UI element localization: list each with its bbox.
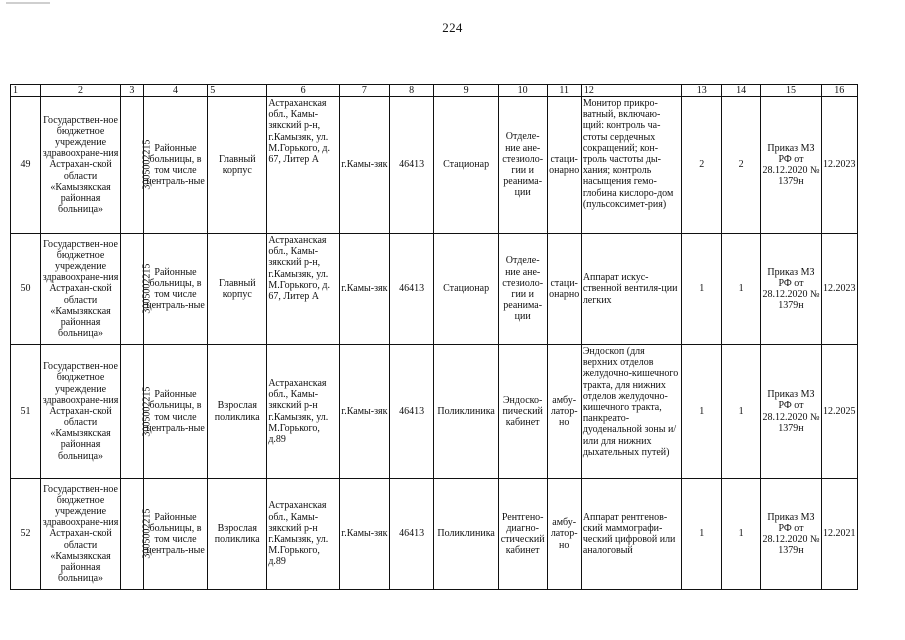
column-number-header: 14	[721, 85, 760, 97]
column-number-header: 1	[11, 85, 41, 97]
target-date: 12.2025	[821, 345, 857, 479]
regulation-order: Приказ МЗ РФ от 28.12.2020 № 1379н	[761, 234, 821, 345]
care-mode: амбу-латор-но	[547, 345, 581, 479]
department: Эндоско-пический кабинет	[498, 345, 547, 479]
quantity-14: 1	[721, 345, 760, 479]
organization-name: Государствен-ное бюджетное учреждение здравоохране-ния Астрахан-ской области «Камызякская районная больница»	[41, 345, 121, 479]
organization-code-text: 3005002215	[141, 509, 153, 559]
quantity-13: 2	[682, 97, 721, 234]
organization-name: Государствен-ное бюджетное учреждение здравоохране-ния Астрахан-ской области «Камызякская районная больница»	[41, 479, 121, 590]
column-number-header: 7	[340, 85, 390, 97]
facility-type: Районные больницы, в том числе централь-ные	[143, 97, 207, 234]
row-number: 50	[11, 234, 41, 345]
facility-type: Районные больницы, в том числе централь-ные	[143, 234, 207, 345]
quantity-14: 2	[721, 97, 760, 234]
table-row	[11, 479, 858, 590]
regulation-order: Приказ МЗ РФ от 28.12.2020 № 1379н	[761, 97, 821, 234]
unit: Поликлиника	[434, 479, 498, 590]
column-number-header: 12	[581, 85, 682, 97]
column-number-header: 8	[389, 85, 434, 97]
column-number-header: 16	[821, 85, 857, 97]
care-mode: амбу-латор-но	[547, 479, 581, 590]
unit: Стационар	[434, 97, 498, 234]
quantity-13: 1	[682, 479, 721, 590]
department: Рентгено-диагно-стический кабинет	[498, 479, 547, 590]
target-date: 12.2023	[821, 97, 857, 234]
locality: г.Камы-зяк	[340, 479, 390, 590]
row-number: 51	[11, 345, 41, 479]
equipment-description: Аппарат рентгенов-ский маммографи-ческий цифровой или аналоговый	[581, 479, 682, 590]
column-number-header: 9	[434, 85, 498, 97]
column-number-header: 2	[41, 85, 121, 97]
building: Взрослая поликлика	[208, 479, 267, 590]
address: Астраханская обл., Камы-зякский р-н г.Камызяк, ул. М.Горького, д.89	[267, 479, 340, 590]
equipment-description: Монитор прикро-ватный, включаю-щий: контроль ча-стоты сердечных сокращений; кон-троль частоты ды-хания; контроль насыщения гемо-глобина кислоро-дом (пульсоксимет-рия)	[581, 97, 682, 234]
page-number: 224	[442, 20, 463, 35]
equipment-registry-table	[10, 84, 858, 590]
column-number-header: 5	[208, 85, 267, 97]
oktmo-code: 46413	[389, 234, 434, 345]
locality: г.Камы-зяк	[340, 234, 390, 345]
scan-artifact-line	[6, 2, 50, 4]
locality: г.Камы-зяк	[340, 345, 390, 479]
row-number: 52	[11, 479, 41, 590]
facility-type: Районные больницы, в том числе централь-ные	[143, 345, 207, 479]
regulation-order: Приказ МЗ РФ от 28.12.2020 № 1379н	[761, 345, 821, 479]
organization-name: Государствен-ное бюджетное учреждение здравоохране-ния Астрахан-ской области «Камызякская районная больница»	[41, 234, 121, 345]
row-number: 49	[11, 97, 41, 234]
department: Отделе-ние ане-стезиоло-гии и реанима-ции	[498, 97, 547, 234]
quantity-13: 1	[682, 345, 721, 479]
facility-type: Районные больницы, в том числе централь-ные	[143, 479, 207, 590]
organization-code-text: 3005002215	[141, 264, 153, 314]
column-number-header: 10	[498, 85, 547, 97]
quantity-14: 1	[721, 234, 760, 345]
column-number-header: 3	[121, 85, 144, 97]
building: Взрослая поликлика	[208, 345, 267, 479]
organization-name: Государствен-ное бюджетное учреждение здравоохране-ния Астрахан-ской области «Камызякская районная больница»	[41, 97, 121, 234]
unit: Стационар	[434, 234, 498, 345]
column-number-header: 6	[267, 85, 340, 97]
quantity-13: 1	[682, 234, 721, 345]
care-mode: стаци-онарно	[547, 234, 581, 345]
equipment-description: Аппарат искус-ственной вентиля-ции легких	[581, 234, 682, 345]
organization-code	[121, 234, 153, 345]
quantity-14: 1	[721, 479, 760, 590]
organization-code	[121, 479, 153, 590]
address: Астраханская обл., Камы-зякский р-н, г.Камызяк, ул. М.Горького, д. 67, Литер А	[267, 97, 340, 234]
organization-code-text: 3005002215	[141, 140, 153, 190]
building: Главный корпус	[208, 234, 267, 345]
oktmo-code: 46413	[389, 345, 434, 479]
unit: Поликлиника	[434, 345, 498, 479]
regulation-order: Приказ МЗ РФ от 28.12.2020 № 1379н	[761, 479, 821, 590]
oktmo-code: 46413	[389, 97, 434, 234]
column-number-header: 15	[761, 85, 821, 97]
table-row	[11, 345, 858, 479]
care-mode: стаци-онарно	[547, 97, 581, 234]
target-date: 12.2023	[821, 234, 857, 345]
organization-code	[121, 345, 153, 479]
address: Астраханская обл., Камы-зякский р-н, г.Камызяк, ул. М.Горького, д. 67, Литер А	[267, 234, 340, 345]
building: Главный корпус	[208, 97, 267, 234]
column-number-header-row	[11, 85, 858, 97]
target-date: 12.2021	[821, 479, 857, 590]
oktmo-code: 46413	[389, 479, 434, 590]
organization-code-text: 3005002215	[141, 386, 153, 437]
column-number-header: 4	[143, 85, 207, 97]
department: Отделе-ние ане-стезиоло-гии и реанима-ции	[498, 234, 547, 345]
locality: г.Камы-зяк	[340, 97, 390, 234]
table-row	[11, 97, 858, 234]
address: Астраханская обл., Камы-зякский р-н г.Камызяк, ул. М.Горького, д.89	[267, 345, 340, 479]
column-number-header: 11	[547, 85, 581, 97]
table-row	[11, 234, 858, 345]
organization-code	[121, 97, 153, 234]
column-number-header: 13	[682, 85, 721, 97]
equipment-description: Эндоскоп (для верхних отделов желудочно-кишечного тракта, для нижних отделов желудочно-кишечного тракта, панкреато-дуоденальной зоны и/или для нижних дыхательных путей)	[581, 345, 682, 479]
